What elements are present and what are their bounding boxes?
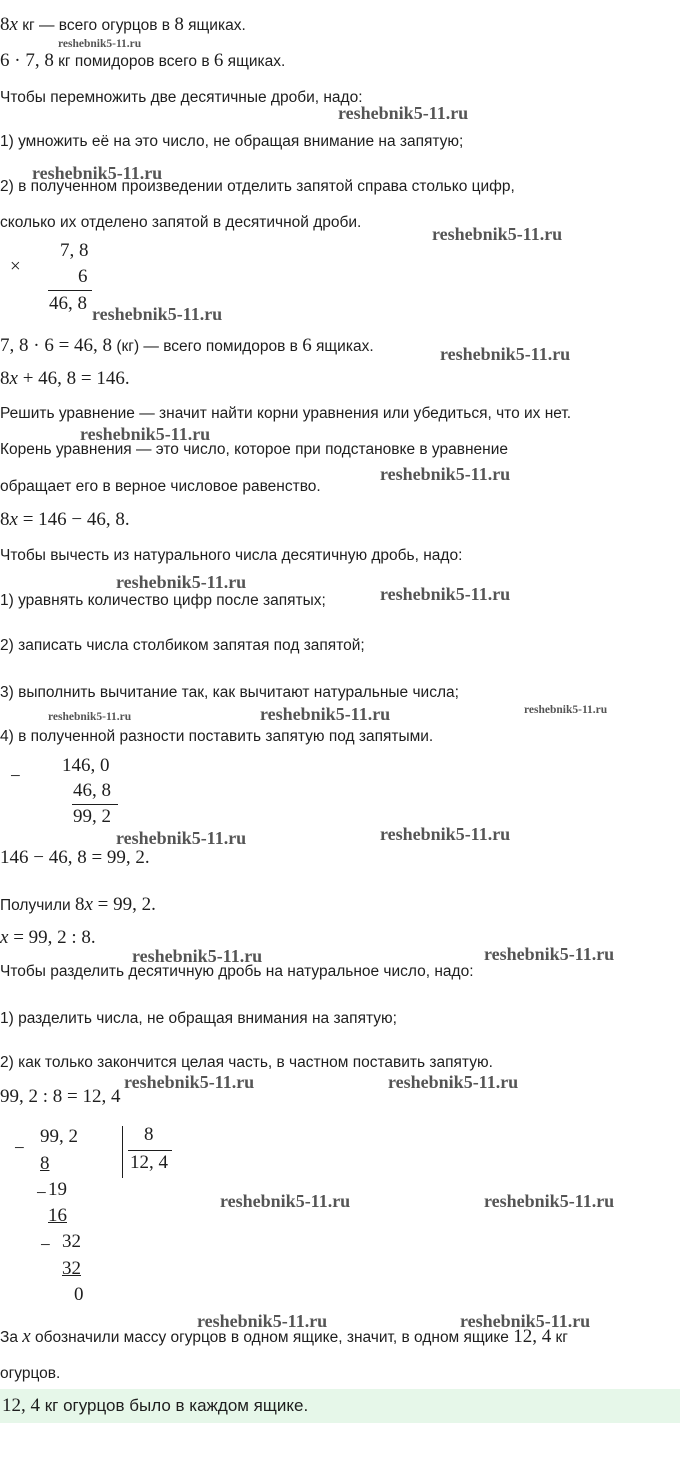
div-quotient: 12, 4	[130, 1152, 168, 1173]
watermark: reshebnik5-11.ru	[116, 572, 247, 592]
div-minus-2: −	[36, 1183, 47, 1204]
text-line: 146 − 46, 8 = 99, 2.	[0, 847, 150, 868]
watermark: reshebnik5-11.ru	[197, 1311, 328, 1331]
div-bracket	[122, 1126, 123, 1178]
watermark: reshebnik5-11.ru	[338, 103, 469, 123]
mult-mid: 6	[78, 266, 88, 287]
text-line: 3) выполнить вычитание так, как вычитают натуральные числа;	[0, 684, 459, 701]
sub-mid: 46, 8	[73, 780, 111, 801]
text-line: 1) умножить её на это число, не обращая внимание на запятую;	[0, 133, 464, 150]
text-line: обращает его в верное числовое равенство.	[0, 478, 321, 495]
mult-result: 46, 8	[49, 293, 87, 314]
text-line: 2) записать числа столбиком запятая под запятой;	[0, 637, 365, 654]
watermark: reshebnik5-11.ru	[380, 824, 511, 844]
watermark: reshebnik5-11.ru	[260, 704, 391, 724]
text-line: Корень уравнения — это число, которое при подстановке в уравнение	[0, 441, 508, 458]
text-line: 2) в полученном произведении отделить запятой справа столько цифр,	[0, 178, 515, 195]
text-line: 6 · 7, 8 кг помидоров всего в 6 ящиках.	[0, 50, 286, 71]
text-line: 8x + 46, 8 = 146.	[0, 368, 130, 389]
watermark: reshebnik5-11.ru	[116, 828, 247, 848]
mult-line	[48, 290, 92, 291]
watermark: reshebnik5-11.ru	[432, 224, 563, 244]
div-step-2: 19	[48, 1179, 67, 1200]
text-line: 1) разделить числа, не обращая внимания на запятую;	[0, 1010, 397, 1027]
watermark: reshebnik5-11.ru	[58, 38, 142, 50]
div-minus-1: −	[14, 1138, 25, 1159]
answer-box	[0, 1389, 680, 1423]
div-step-5: 32	[62, 1258, 81, 1279]
text-line: сколько их отделено запятой в десятичной дроби.	[0, 214, 362, 231]
watermark: reshebnik5-11.ru	[440, 344, 571, 364]
text-line: Получили 8x = 99, 2.	[0, 894, 156, 915]
watermark: reshebnik5-11.ru	[220, 1191, 351, 1211]
watermark: reshebnik5-11.ru	[388, 1072, 519, 1092]
div-minus-3: −	[40, 1235, 51, 1256]
sub-result: 99, 2	[73, 806, 111, 827]
watermark: reshebnik5-11.ru	[484, 944, 615, 964]
text-line: Решить уравнение — значит найти корни уравнения или убедиться, что их нет.	[0, 405, 572, 422]
watermark: reshebnik5-11.ru	[32, 163, 163, 183]
div-step-4: 32	[62, 1231, 81, 1252]
text-line: 2) как только закончится целая часть, в частном поставить запятую.	[0, 1054, 493, 1071]
watermark: reshebnik5-11.ru	[92, 304, 223, 324]
text-line: 99, 2 : 8 = 12, 4	[0, 1086, 121, 1107]
watermark: reshebnik5-11.ru	[484, 1191, 615, 1211]
watermark: reshebnik5-11.ru	[48, 711, 132, 723]
watermark: reshebnik5-11.ru	[80, 424, 211, 444]
text-line: огурцов.	[0, 1365, 61, 1382]
div-step-1: 8	[40, 1153, 50, 1174]
watermark: reshebnik5-11.ru	[380, 464, 511, 484]
watermark: reshebnik5-11.ru	[524, 704, 608, 716]
mult-top: 7, 8	[60, 240, 89, 261]
text-line: 8x = 146 − 46, 8.	[0, 509, 130, 530]
watermark: reshebnik5-11.ru	[132, 946, 263, 966]
watermark: reshebnik5-11.ru	[380, 584, 511, 604]
div-step-6: 0	[74, 1284, 84, 1305]
text-line: 7, 8 · 6 = 46, 8 (кг) — всего помидоров в 6 ящиках.	[0, 335, 374, 356]
sub-sign: −	[10, 766, 21, 787]
watermark: reshebnik5-11.ru	[460, 1311, 591, 1331]
mult-sign: ×	[10, 256, 21, 277]
div-step-3: 16	[48, 1205, 67, 1226]
text-line: Чтобы вычесть из натурального числа десятичную дробь, надо:	[0, 547, 463, 564]
div-dividend: 99, 2	[40, 1126, 78, 1147]
watermark: reshebnik5-11.ru	[124, 1072, 255, 1092]
text-line: За x обозначили массу огурцов в одном ящике, значит, в одном ящике 12, 4 кг	[0, 1326, 568, 1347]
text-line: Чтобы разделить десятичную дробь на натуральное число, надо:	[0, 963, 474, 980]
text-line: 4) в полученной разности поставить запятую под запятыми.	[0, 728, 434, 745]
text-line: 1) уравнять количество цифр после запятых;	[0, 592, 326, 609]
text-line: Чтобы перемножить две десятичные дроби, надо:	[0, 89, 363, 106]
text-line: 8x кг — всего огурцов в 8 ящиках.	[0, 14, 246, 35]
div-divisor: 8	[144, 1124, 154, 1145]
answer-text: 12, 4 кг огурцов было в каждом ящике.	[2, 1395, 309, 1416]
text-line: x = 99, 2 : 8.	[0, 927, 96, 948]
sub-top: 146, 0	[62, 755, 110, 776]
